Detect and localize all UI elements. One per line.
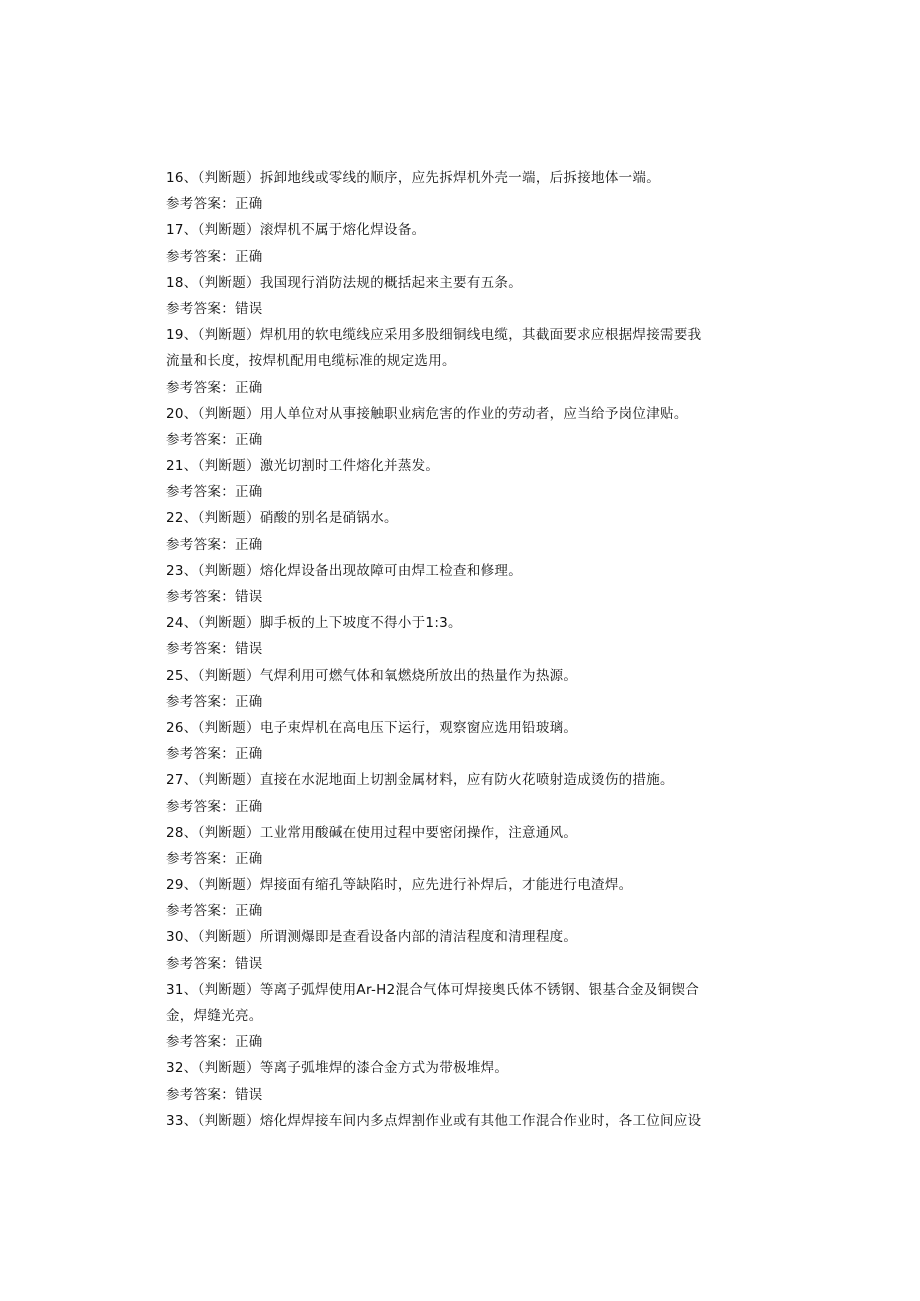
answer-text: 参考答案：错误 xyxy=(166,589,263,605)
answer-text: 参考答案：正确 xyxy=(166,746,263,763)
question-text: 26、（判断题）电子束焊机在高电压下运行，观察窗应选用铅玻璃。 xyxy=(166,719,578,736)
question-text: 金，焊缝光亮。 xyxy=(166,1008,263,1024)
question-text: 32、（判断题）等离子弧堆焊的漆合金方式为带极堆焊。 xyxy=(166,1060,509,1077)
answer-text: 参考答案：错误 xyxy=(166,1086,263,1103)
question-text: 21、（判断题）激光切割时工件熔化并蒸发。 xyxy=(166,458,440,475)
answer-text: 参考答案：错误 xyxy=(166,300,263,317)
answer-text: 参考答案：正确 xyxy=(166,196,263,213)
answer-text: 参考答案：正确 xyxy=(166,903,263,920)
answer-text: 参考答案：正确 xyxy=(166,431,263,448)
question-text: 22、（判断题）硝酸的别名是硝锅水。 xyxy=(166,510,398,527)
answer-text: 参考答案：错误 xyxy=(166,955,263,972)
question-text: 25、（判断题）气焊利用可燃气体和氧燃烧所放出的热量作为热源。 xyxy=(166,667,578,684)
answer-text: 参考答案：正确 xyxy=(166,248,263,265)
answer-text: 参考答案：正确 xyxy=(166,379,263,396)
answer-text: 参考答案：正确 xyxy=(166,798,263,815)
question-text: 18、（判断题）我国现行消防法规的概括起来主要有五条。 xyxy=(166,274,523,291)
question-text: 17、（判断题）滚焊机不属于熔化焊设备。 xyxy=(166,222,426,239)
answer-text: 参考答案：正确 xyxy=(166,850,263,867)
question-text: 19、（判断题）焊机用的软电缆线应采用多股细铜线电缆，其截面要求应根据焊接需要我 xyxy=(166,327,702,344)
question-text: 31、（判断题）等离子弧焊使用Ar-H2混合气体可焊接奥氏体不锈钢、银基合金及铜锲合 xyxy=(166,981,700,998)
answer-text: 参考答案：正确 xyxy=(166,693,263,710)
question-text: 24、（判断题）脚手板的上下坡度不得小于1:3。 xyxy=(166,615,462,632)
answer-text: 参考答案：正确 xyxy=(166,484,263,501)
question-text: 33、（判断题）熔化焊焊接车间内多点焊割作业或有其他工作混合作业时，各工位间应设 xyxy=(166,1112,702,1129)
question-text: 27、（判断题）直接在水泥地面上切割金属材料，应有防火花喷射造成烫伤的措施。 xyxy=(166,772,674,789)
answer-text: 参考答案：正确 xyxy=(166,536,263,553)
answer-text: 参考答案：错误 xyxy=(166,641,263,658)
question-text: 30、（判断题）所谓测爆即是查看设备内部的清洁程度和清理程度。 xyxy=(166,929,578,946)
question-text: 29、（判断题）焊接面有缩孔等缺陷时，应先进行补焊后，才能进行电渣焊。 xyxy=(166,877,633,894)
question-text: 28、（判断题）工业常用酸碱在使用过程中要密闭操作，注意通风。 xyxy=(166,824,578,841)
question-text: 流量和长度，按焊机配用电缆标准的规定选用。 xyxy=(166,353,456,370)
question-text: 20、（判断题）用人单位对从事接触职业病危害的作业的劳动者，应当给予岗位津贴。 xyxy=(166,405,688,422)
question-list xyxy=(166,165,756,1134)
answer-text: 参考答案：正确 xyxy=(166,1034,263,1051)
question-text: 23、（判断题）熔化焊设备出现故障可由焊工检查和修理。 xyxy=(166,562,523,579)
question-text: 16、（判断题）拆卸地线或零线的顺序，应先拆焊机外壳一端，后拆接地体一端。 xyxy=(166,170,661,186)
